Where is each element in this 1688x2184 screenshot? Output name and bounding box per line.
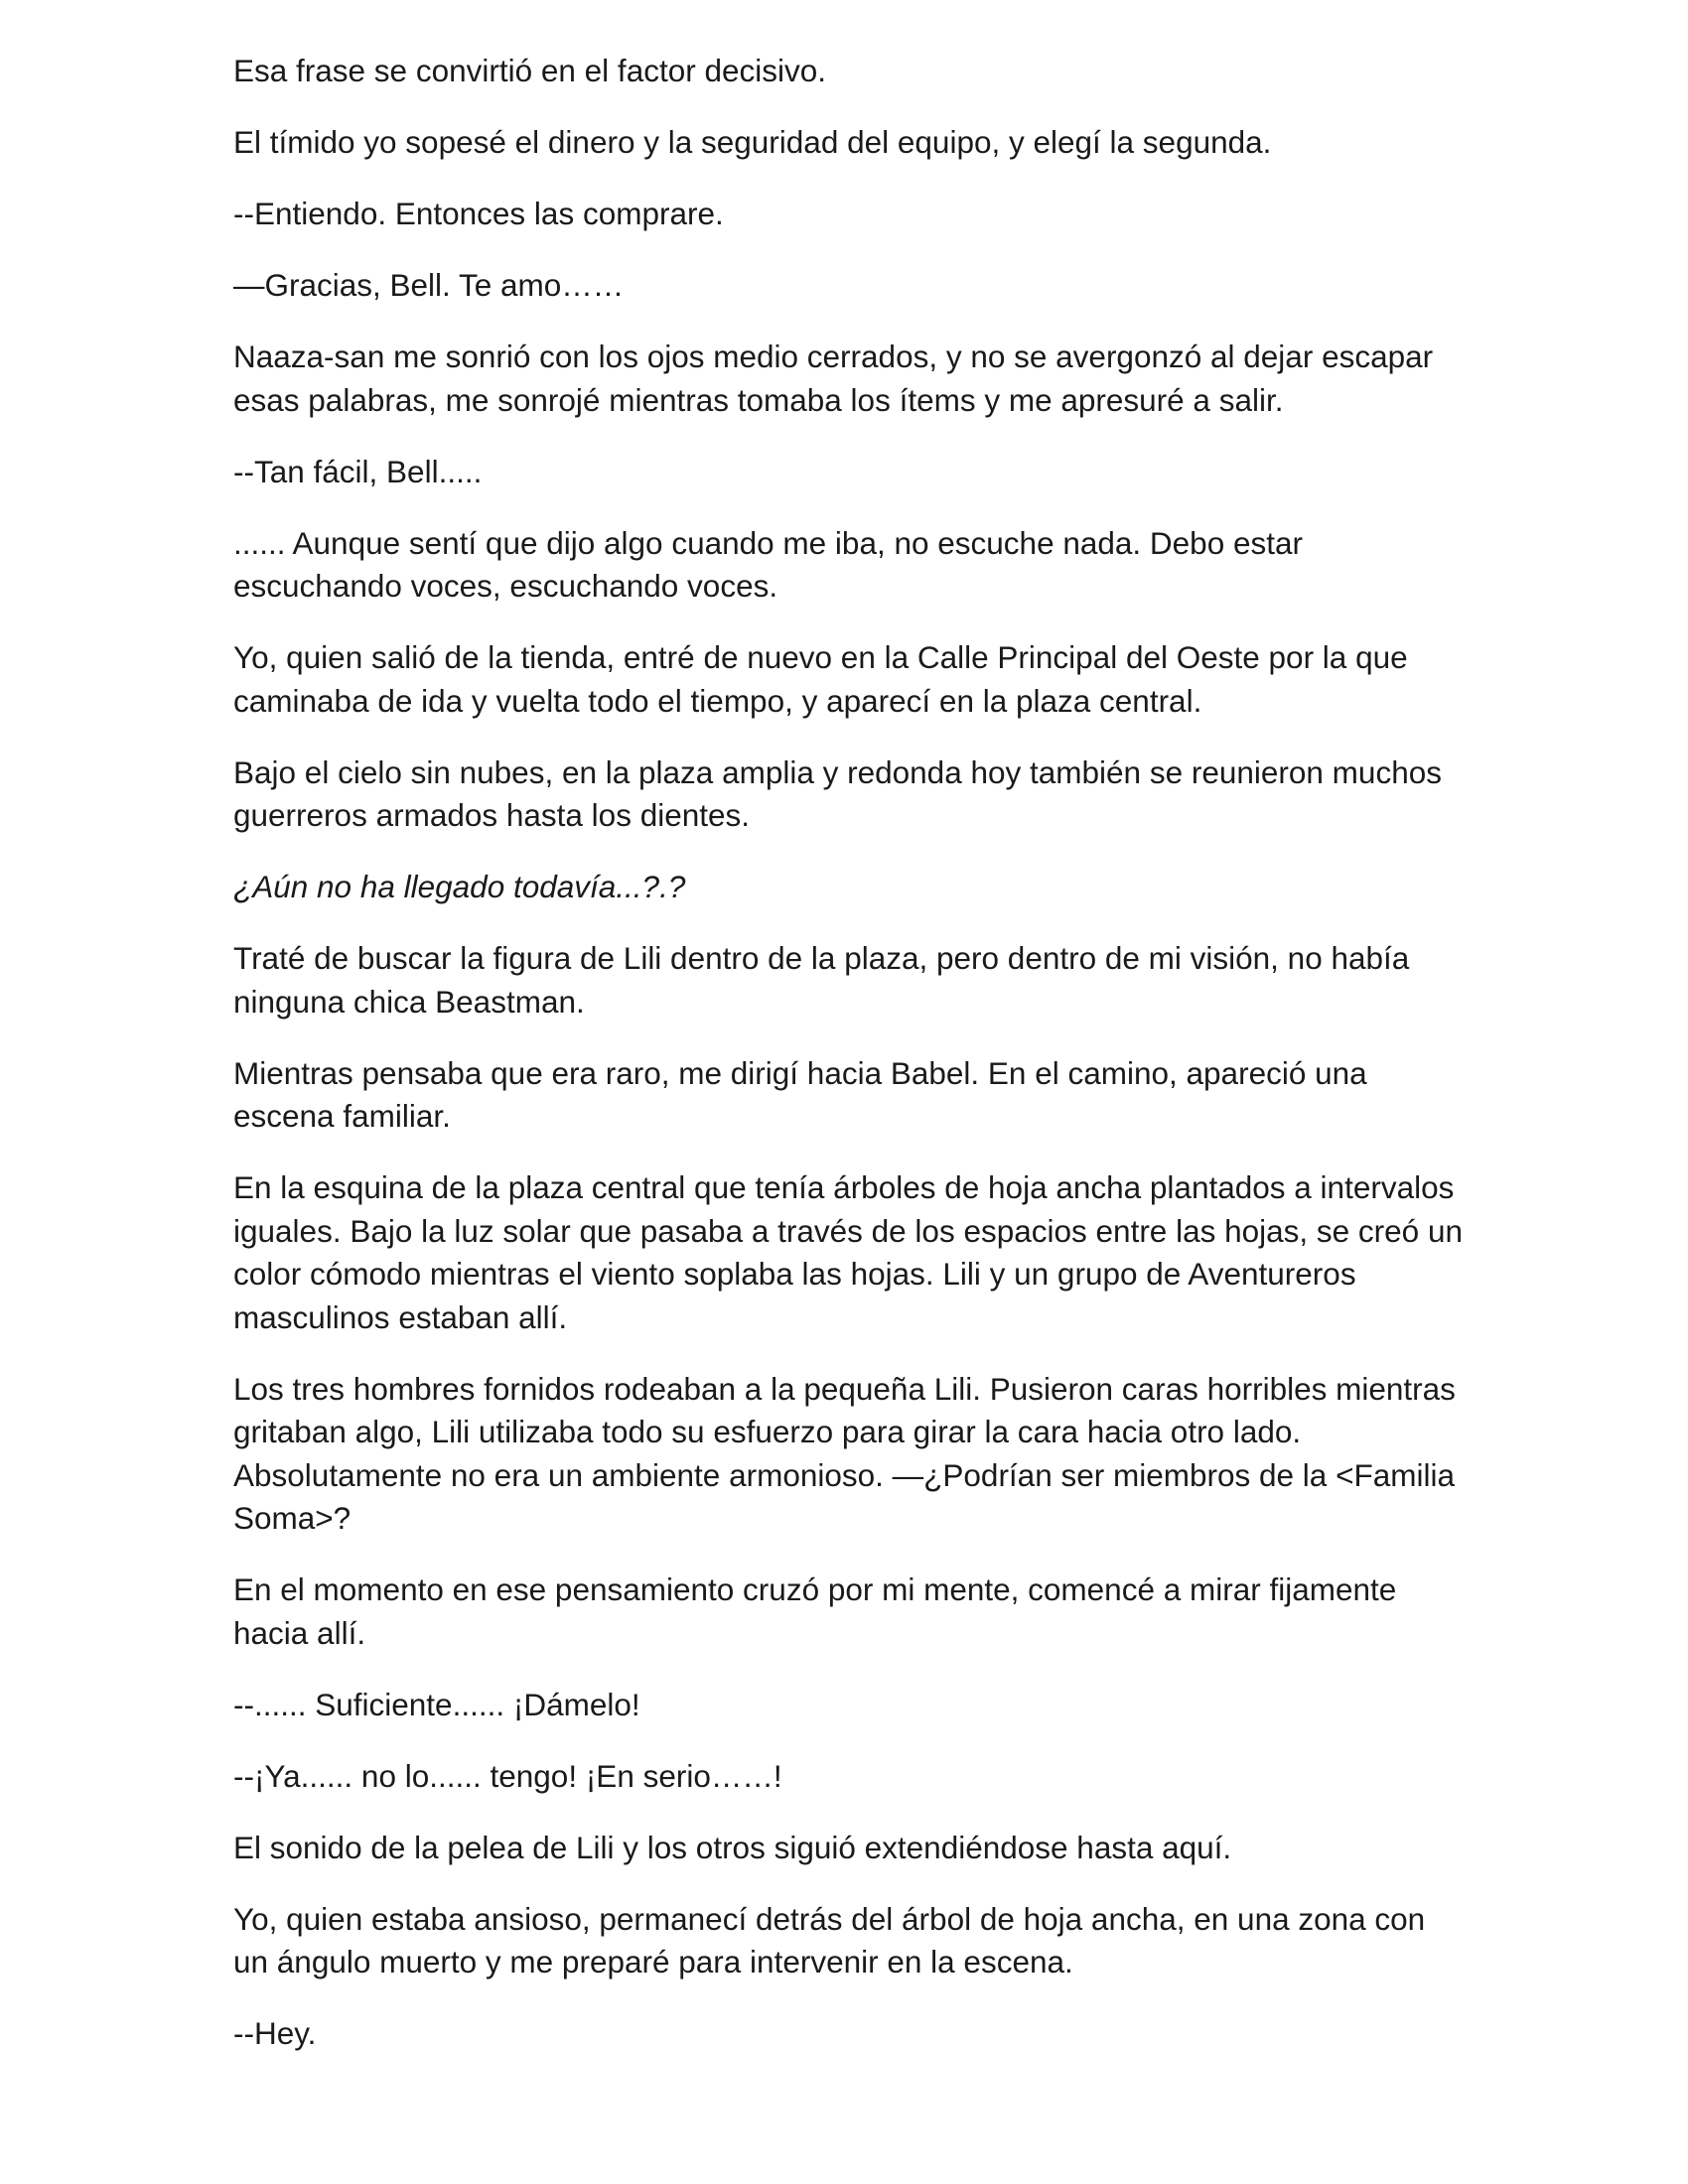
text-body bbox=[233, 50, 1465, 2084]
paragraph: ...... Aunque sentí que dijo algo cuando me iba, no escuche nada. Debo estar escuchando voces, escuchando voces. bbox=[233, 524, 1303, 604]
dialogue-line: --Hey. bbox=[233, 2015, 317, 2051]
paragraph: Yo, quien salió de la tienda, entré de nuevo en la Calle Principal del Oeste por la que caminaba de ida y vuelta todo el tiempo, y aparecí en la plaza central. bbox=[233, 639, 1408, 719]
dialogue-line: --¡Ya...... no lo...... tengo! ¡En serio……! bbox=[233, 1757, 782, 1794]
paragraph: El sonido de la pelea de Lili y los otros siguió extendiéndose hasta aquí. bbox=[233, 1829, 1232, 1865]
paragraph: El tímido yo sopesé el dinero y la seguridad del equipo, y elegí la segunda. bbox=[233, 124, 1272, 160]
dialogue-line: —Gracias, Bell. Te amo…… bbox=[233, 267, 625, 303]
paragraph: En la esquina de la plaza central que tenía árboles de hoja ancha plantados a intervalos iguales. Bajo la luz solar que pasaba a través de los espacios entre las hojas, se creó un color cómodo mientras el viento soplaba las hojas. Lili y un grupo de Aventureros masculinos estaban allí. bbox=[233, 1169, 1463, 1335]
dialogue-line: --...... Suficiente...... ¡Dámelo! bbox=[233, 1686, 640, 1722]
dialogue-line: --Tan fácil, Bell..... bbox=[233, 453, 483, 489]
paragraph: Naaza-san me sonrió con los ojos medio cerrados, y no se avergonzó al dejar escapar esas palabras, me sonrojé mientras tomaba los ítems y me apresuré a salir. bbox=[233, 339, 1434, 418]
paragraph: Yo, quien estaba ansioso, permanecí detrás del árbol de hoja ancha, en una zona con un ángulo muerto y me preparé para intervenir en la escena. bbox=[233, 1900, 1426, 1979]
inner-thought: ¿Aún no ha llegado todavía...?.? bbox=[233, 869, 686, 904]
dialogue-line: --Entiendo. Entonces las comprare. bbox=[233, 196, 724, 231]
paragraph: Mientras pensaba que era raro, me dirigí hacia Babel. En el camino, apareció una escena familiar. bbox=[233, 1054, 1367, 1134]
paragraph: Traté de buscar la figura de Lili dentro de la plaza, pero dentro de mi visión, no había ninguna chica Beastman. bbox=[233, 940, 1410, 1020]
paragraph: Bajo el cielo sin nubes, en la plaza amplia y redonda hoy también se reunieron muchos guerreros armados hasta los dientes. bbox=[233, 753, 1442, 833]
paragraph: En el momento en ese pensamiento cruzó por mi mente, comencé a mirar fijamente hacia allí. bbox=[233, 1571, 1397, 1651]
paragraph: Los tres hombres fornidos rodeaban a la pequeña Lili. Pusieron caras horribles mientras gritaban algo, Lili utilizaba todo su esfuerzo para girar la cara hacia otro lado. Absolutamente no era un ambiente armonioso. —¿Podrían ser miembros de la <Familia Soma>? bbox=[233, 1370, 1456, 1536]
paragraph: Esa frase se convirtió en el factor decisivo. bbox=[233, 53, 827, 88]
